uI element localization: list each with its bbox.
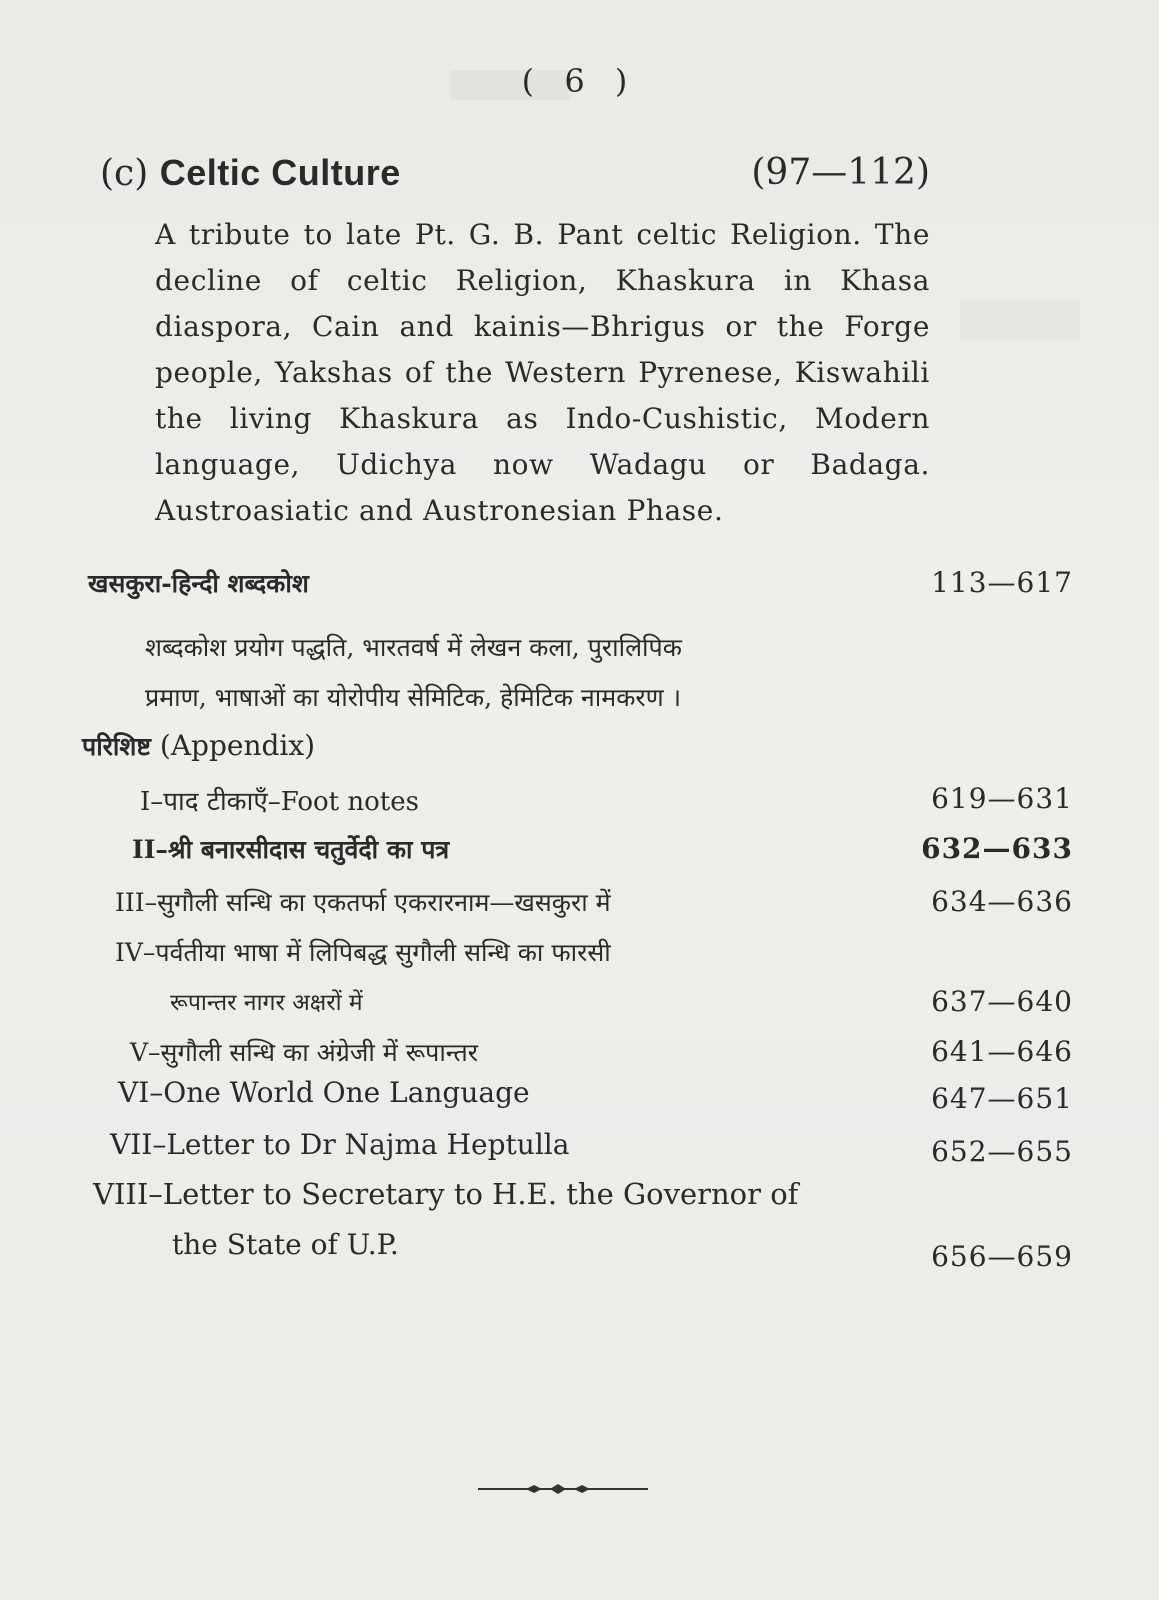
appendix-item-pages: 637—640 — [931, 985, 1073, 1018]
appendix-item-label: III–सुगौली सन्धि का एकतर्फा एकरारनाम—खसकुरा में — [115, 888, 611, 917]
appendix-heading — [82, 729, 315, 763]
dictionary-description-line: शब्दकोश प्रयोग पद्धति, भारतवर्ष में लेखन कला, पुरालिपिक — [145, 633, 682, 662]
section-title: Celtic Culture — [159, 152, 401, 193]
appendix-item-pages: 634—636 — [931, 885, 1073, 918]
page-number: ( 6 ) — [521, 62, 638, 100]
appendix-item-label: VII–Letter to Dr Najma Heptulla — [110, 1128, 570, 1161]
appendix-item-pages: 652—655 — [931, 1135, 1073, 1168]
appendix-item-label: II–श्री बनारसीदास चतुर्वेदी का पत्र — [132, 835, 450, 864]
section-heading-celtic-culture — [100, 152, 930, 194]
appendix-item-pages: 647—651 — [931, 1082, 1073, 1115]
dictionary-page-range: 113—617 — [931, 566, 1073, 599]
section-description: A tribute to late Pt. G. B. Pant celtic Religion. The decline of celtic Religion, Khaskura in Khasa diaspora, Cain and kainis—Bhrigus or the Forge people, Yakshas of the Western Pyrenese, Kiswahili the living Khaskura as Indo-Cushistic, Modern language, Udichya now Wadagu or Badaga. Austroasiatic and Austronesian Phase. — [155, 218, 930, 527]
appendix-item-pages: 641—646 — [931, 1035, 1073, 1068]
appendix-item-label: V–सुगौली सन्धि का अंग्रेजी में रूपान्तर — [130, 1038, 478, 1067]
appendix-item-label-continued: रूपान्तर नागर अक्षरों में — [170, 990, 363, 1016]
appendix-heading-hindi: परिशिष्ट — [82, 732, 151, 761]
appendix-item-pages: 656—659 — [931, 1240, 1073, 1273]
appendix-item-pages: 619—631 — [931, 782, 1073, 815]
appendix-item-label: VI–One World One Language — [118, 1076, 530, 1109]
bleed-through-block — [960, 300, 1080, 340]
appendix-item-pages: 632—633 — [921, 832, 1073, 865]
appendix-item-label: I–पाद टीकाएँ–Foot notes — [140, 787, 419, 817]
dictionary-description-line: प्रमाण, भाषाओं का योरोपीय सेमिटिक, हेमिटिक नामकरण । — [145, 683, 682, 712]
appendix-item-label: VIII–Letter to Secretary to H.E. the Governor of — [93, 1177, 799, 1211]
section-page-range: (97—112) — [751, 152, 930, 193]
dictionary-title: खसकुरा-हिन्दी शब्दकोश — [88, 569, 309, 598]
end-ornament-icon — [478, 1483, 648, 1495]
appendix-item-label: IV–पर्वतीया भाषा में लिपिबद्ध सुगौली सन्धि का फारसी — [115, 938, 611, 967]
section-letter: (c) — [100, 153, 149, 194]
appendix-item-label-continued: the State of U.P. — [172, 1228, 399, 1261]
appendix-heading-english: (Appendix) — [159, 729, 316, 762]
